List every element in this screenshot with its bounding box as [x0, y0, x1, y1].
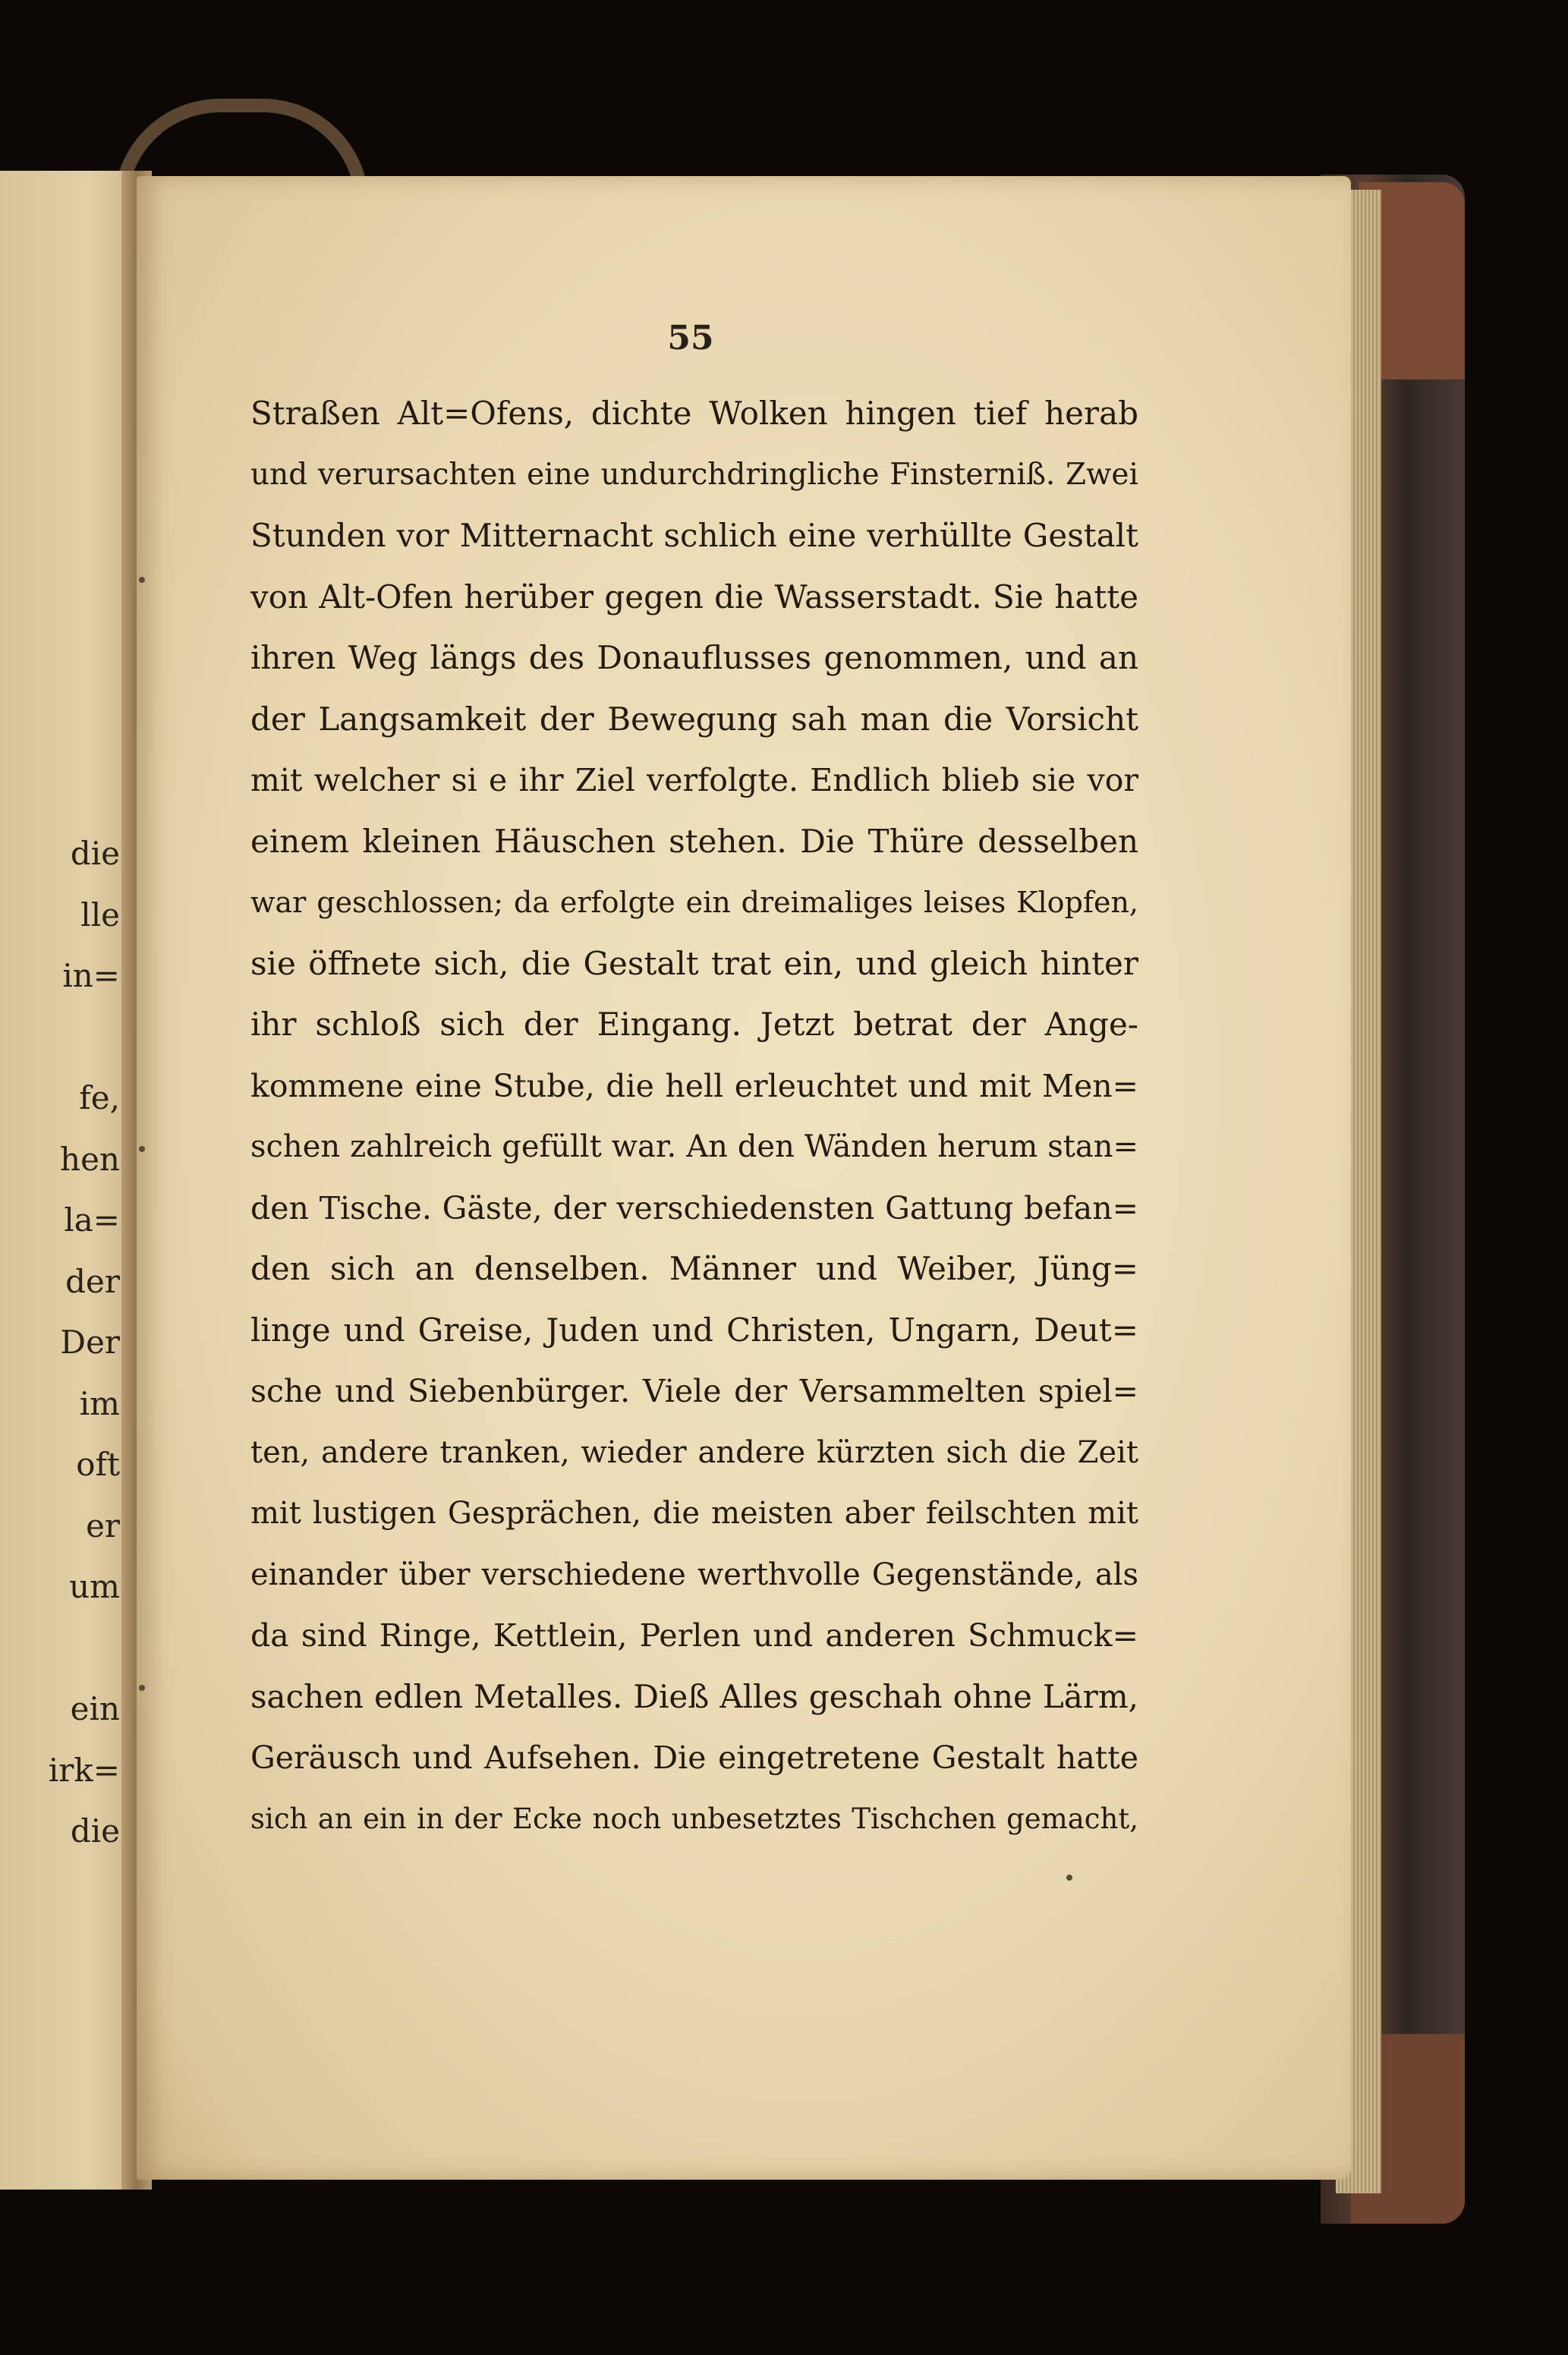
- text-line: kommene eine Stube, die hell erleuchtet und mit Men=: [250, 1067, 1138, 1104]
- text-line: einem kleinen Häuschen stehen. Die Thüre desselben: [250, 822, 1138, 860]
- left-page-text: [14, 823, 120, 1862]
- page-text: [250, 383, 1138, 1850]
- text-line: Stunden vor Mitternacht schlich eine verhüllte Gestalt: [250, 517, 1138, 554]
- left-page-fragment: er: [86, 1507, 120, 1544]
- left-page-fragment: [14, 1007, 120, 1069]
- text-line: einander über verschiedene werthvolle Gegenstände, als: [250, 1557, 1138, 1592]
- left-page-fragment: die: [70, 835, 120, 872]
- text-line: war geschlossen; da erfolgte ein dreimaliges leises Klopfen,: [250, 886, 1138, 919]
- text-line: sche und Siebenbürger. Viele der Versammelten spiel=: [250, 1373, 1138, 1409]
- text-line: und verursachten eine undurchdringliche Finsterniß. Zwei: [250, 457, 1138, 492]
- text-line: der Langsamkeit der Bewegung sah man die Vorsicht: [250, 700, 1138, 738]
- text-line: sachen edlen Metalles. Dieß Alles geschah ohne Lärm,: [250, 1677, 1138, 1715]
- left-page-fragment: Der: [60, 1324, 120, 1361]
- text-line: mit lustigen Gesprächen, die meisten aber feilschten mit: [250, 1496, 1138, 1531]
- left-page-fragment: die: [70, 1812, 120, 1850]
- text-line: mit welcher si e ihr Ziel verfolgte. Endlich blieb sie vor: [250, 762, 1138, 798]
- text-line: Geräusch und Aufsehen. Die eingetretene Gestalt hatte: [250, 1739, 1138, 1776]
- text-line: sie öffnete sich, die Gestalt trat ein, und gleich hinter: [250, 944, 1138, 982]
- text-line: schen zahlreich gefüllt war. An den Wänden herum stan=: [250, 1129, 1138, 1164]
- left-page-fragment: um: [69, 1568, 120, 1605]
- text-line: sich an ein in der Ecke noch unbesetztes Tischchen gemacht,: [250, 1802, 1138, 1835]
- left-page-fragment: [14, 1618, 120, 1680]
- text-line: ihr schloß sich der Eingang. Jetzt betrat der Ange-: [250, 1006, 1138, 1043]
- left-page-fragment: der: [65, 1262, 120, 1300]
- text-line: ihren Weg längs des Donauflusses genommen, und an: [250, 639, 1138, 676]
- ink-speck: [139, 1685, 145, 1691]
- left-page-fragment: oft: [76, 1446, 120, 1483]
- ink-speck: [139, 1146, 145, 1152]
- left-page-fragment: la=: [64, 1201, 120, 1239]
- left-page-fragment: fe,: [79, 1079, 120, 1116]
- page-number: 55: [667, 319, 714, 357]
- left-page-fragment: lle: [80, 896, 120, 933]
- text-line: linge und Greise, Juden und Christen, Ungarn, Deut=: [250, 1311, 1138, 1349]
- text-line: den Tische. Gäste, der verschiedensten Gattung befan=: [250, 1189, 1138, 1226]
- text-line: den sich an denselben. Männer und Weiber, Jüng=: [250, 1250, 1138, 1287]
- left-page-fragment: ein: [70, 1690, 120, 1727]
- left-page-fragment: hen: [60, 1140, 120, 1178]
- left-page-fragment: im: [79, 1384, 120, 1422]
- left-page-fragment: in=: [62, 957, 120, 994]
- ink-speck: [139, 577, 145, 583]
- text-line: ten, andere tranken, wieder andere kürzten sich die Zeit: [250, 1434, 1138, 1470]
- text-line: da sind Ringe, Kettlein, Perlen und anderen Schmuck=: [250, 1617, 1138, 1654]
- text-line: Straßen Alt=Ofens, dichte Wolken hingen tief herab: [250, 395, 1138, 432]
- left-page-fragment: irk=: [48, 1751, 120, 1789]
- text-line: von Alt-Ofen herüber gegen die Wasserstadt. Sie hatte: [250, 578, 1138, 616]
- ink-speck: [1066, 1875, 1072, 1881]
